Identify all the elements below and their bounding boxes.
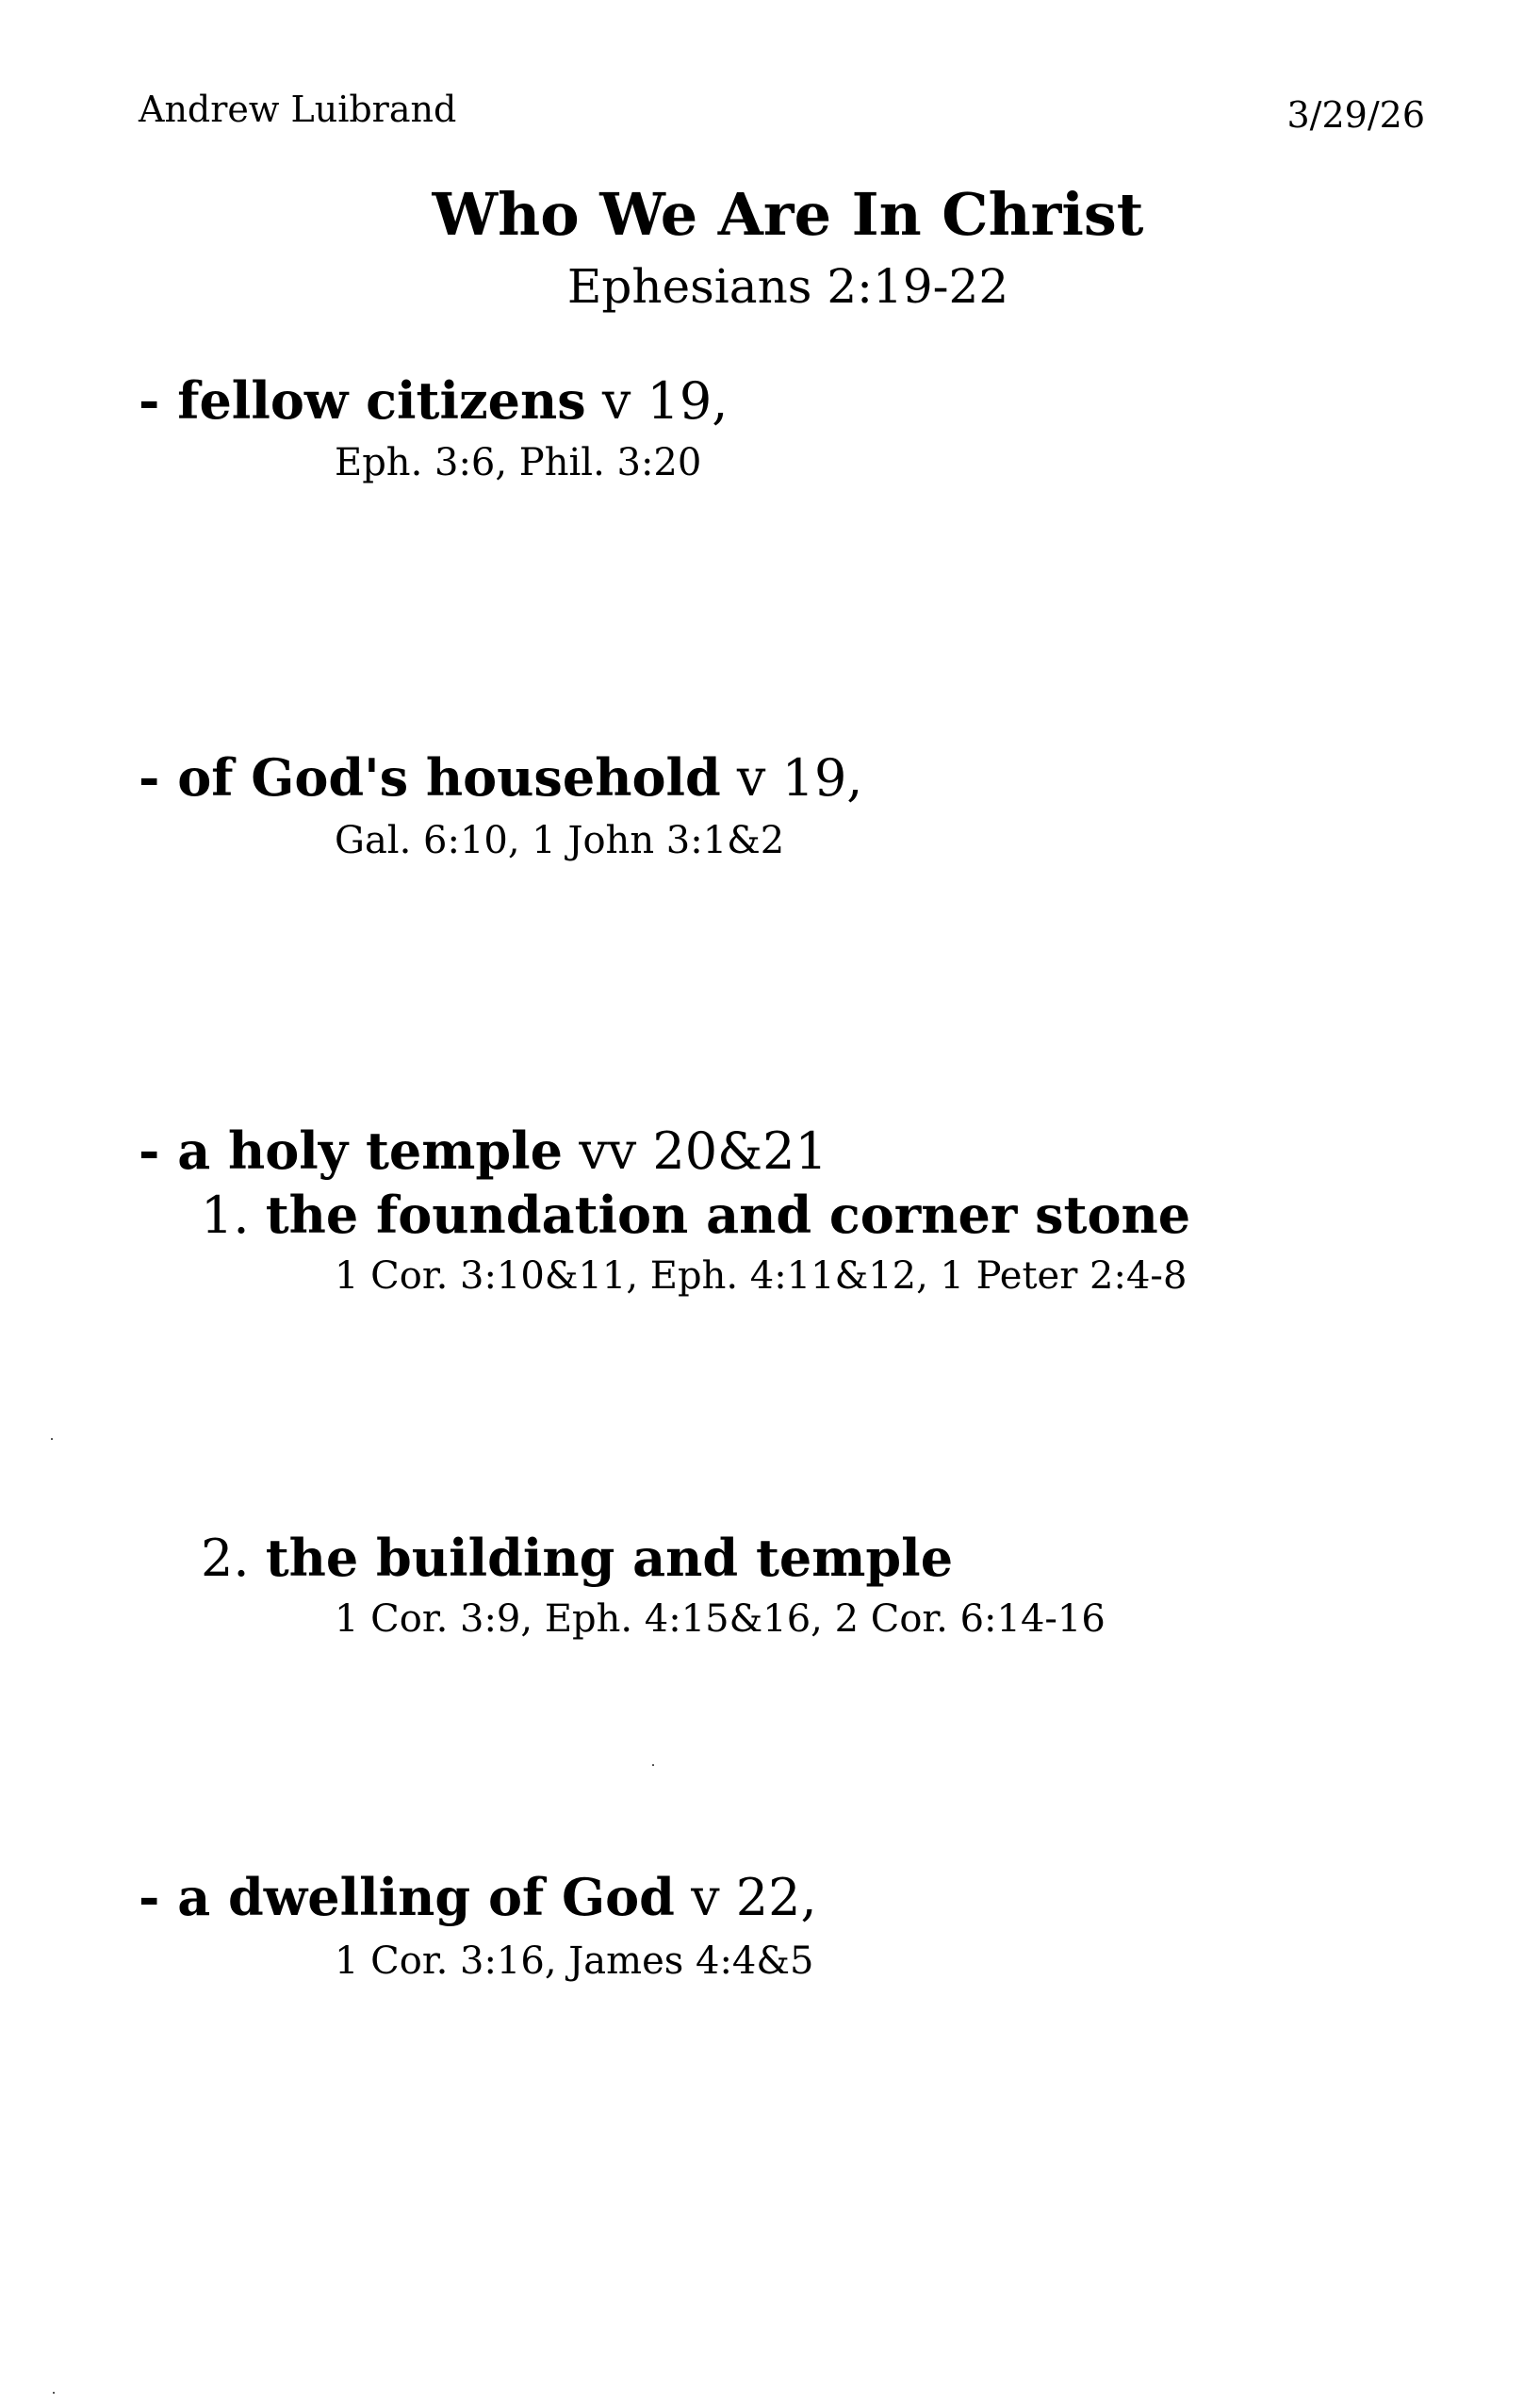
subpoint-references: 1 Cor. 3:9, Eph. 4:15&16, 2 Cor. 6:14-16 [335, 1597, 1106, 1641]
section-references: 1 Cor. 3:16, James 4:4&5 [335, 1939, 814, 1983]
section-title: a holy temple [177, 1121, 564, 1181]
page-title: Who We Are In Christ [432, 180, 1144, 249]
subpoint-building [201, 1528, 954, 1588]
section-title: fellow citizens [177, 370, 586, 431]
section-prefix: - [139, 1867, 178, 1927]
subpoint-foundation [201, 1185, 1191, 1245]
subpoint-number: 2. [201, 1529, 266, 1588]
page-subtitle: Ephesians 2:19-22 [566, 259, 1009, 314]
section-references: Gal. 6:10, 1 John 3:1&2 [335, 819, 785, 862]
subpoint-number: 1. [201, 1186, 266, 1245]
section-heading-gods-household [139, 747, 863, 808]
section-title: a dwelling of God [177, 1867, 675, 1927]
section-verse: v 22, [674, 1868, 817, 1927]
author-name: Andrew Luibrand [139, 89, 457, 130]
section-heading-fellow-citizens [139, 370, 729, 431]
section-verse: v 19, [720, 748, 863, 808]
scan-speck [652, 1764, 654, 1766]
subpoint-title: the foundation and corner stone [265, 1185, 1191, 1245]
section-references: Eph. 3:6, Phil. 3:20 [335, 441, 702, 484]
section-heading-dwelling-of-god [139, 1867, 817, 1927]
section-prefix: - [139, 370, 178, 431]
section-title: of God's household [177, 747, 721, 808]
section-heading-holy-temple [139, 1121, 827, 1181]
date: 3/29/26 [1286, 94, 1425, 136]
section-verse: vv 20&21 [563, 1121, 827, 1181]
subpoint-title: the building and temple [265, 1528, 954, 1588]
section-prefix: - [139, 1121, 178, 1181]
section-verse: v 19, [585, 371, 729, 431]
subpoint-references: 1 Cor. 3:10&11, Eph. 4:11&12, 1 Peter 2:4-8 [335, 1254, 1188, 1298]
scan-speck [51, 1438, 53, 1440]
scan-speck [53, 2392, 55, 2394]
section-prefix: - [139, 747, 178, 808]
